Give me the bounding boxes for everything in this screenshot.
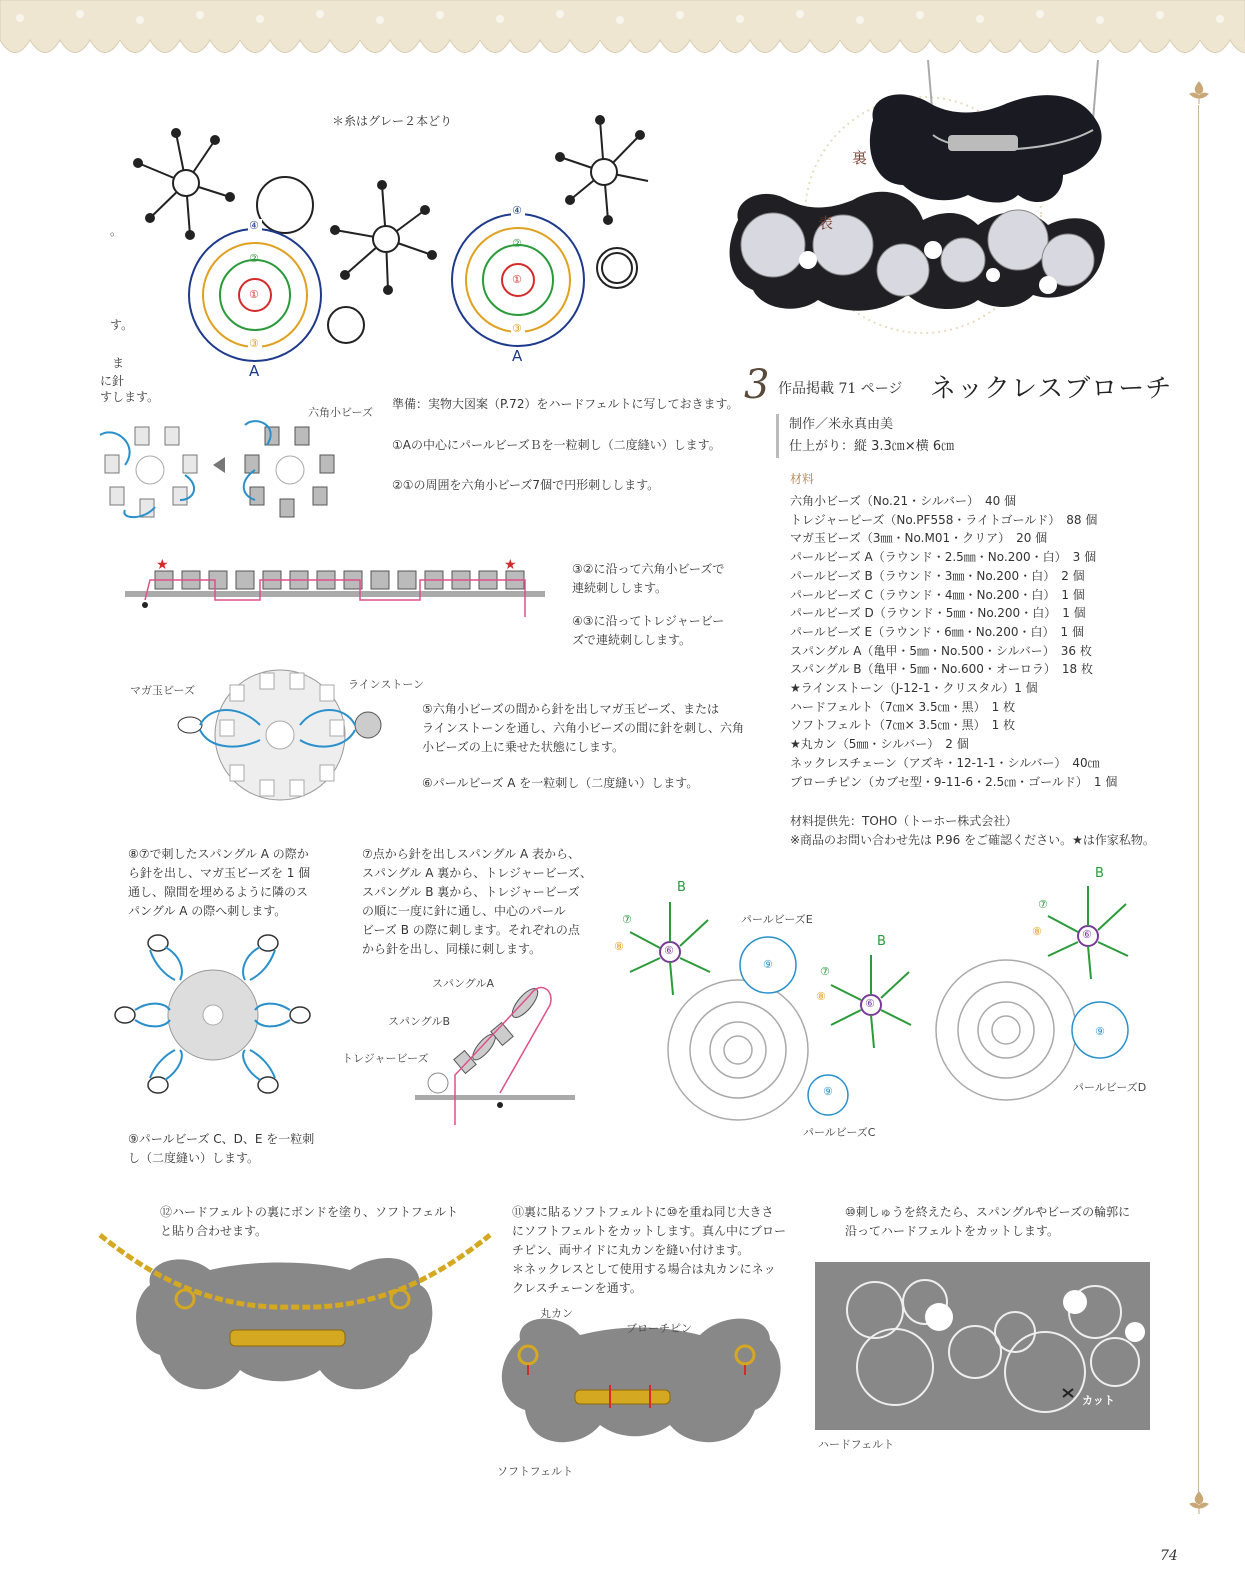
step-6: ⑥パールビーズ A を一粒刺し（二度縫い）します。: [422, 776, 699, 790]
step-1: ①Aの中心にパールビーズＢを一粒刺し（二度縫い）します。: [392, 438, 721, 452]
material-item: ★丸カン（5㎜・シルバー） 2 個: [790, 737, 969, 752]
cut-label: カット: [1082, 1394, 1115, 1407]
num8-label-1: ⑧: [614, 940, 624, 953]
fleur-icon-bottom: [1186, 1490, 1212, 1516]
maga-bead-label: マガ玉ビーズ: [130, 684, 196, 697]
fleur-icon-top: [1186, 80, 1212, 106]
material-item: パールビーズ A（ラウンド・2.5㎜・No.200・白） 3 個: [790, 550, 1097, 565]
inquiry-note: ※商品のお問い合わせ先は P.96 をご確認ください。★は作家私物。: [790, 833, 1155, 847]
pearl-d-label: パールビーズD: [1073, 1081, 1147, 1094]
ring-pattern-diagram: [120, 115, 650, 375]
step-2: ②①の周囲を六角小ビーズ7個で円形刺しします。: [392, 478, 660, 492]
step-9: ⑨パールビーズ C、D、E を一粒刺 し（二度縫い）します。: [128, 1132, 315, 1165]
num7-label-2: ⑦: [820, 965, 830, 978]
ring-num-1: ①: [249, 288, 259, 301]
ring-num-3b: ③: [512, 322, 522, 335]
material-item: トレジャービーズ（No.PF558・ライトゴールド） 88 個: [790, 512, 1098, 527]
material-item: ネックレスチェーン（アズキ・12-1-1・シルバー） 40㎝: [790, 755, 1100, 770]
step-11: ⑪裏に貼るソフトフェルトに⑩を重ね同じ大きさ にソフトフェルトをカットします。真ん中にブロー チピン、両サイドに丸カンを縫い付けます。 ＊ネックレスとして使用する場合は丸カンにネッ クレスチェーンを通す。: [512, 1205, 786, 1295]
step-5: ⑤六角小ビーズの間から針を出しマガ玉ビーズ、または ラインストーンを通し、六角小ビーズの間に針を刺し、六角 小ビーズの上に乗せた状態にします。: [422, 702, 744, 754]
spangle-stack-diagram: [410, 975, 580, 1130]
ring-a-label-b: A: [512, 347, 523, 365]
num9-label-e: ⑨: [763, 958, 773, 971]
material-item: ハードフェルト（7㎝× 3.5㎝・黒） 1 枚: [790, 699, 1016, 714]
materials-heading: 材料: [790, 472, 815, 486]
supplier: 材料提供先：TOHO（トーホー株式会社）: [790, 814, 1018, 828]
thread-note: ＊糸はグレー２本どり: [332, 114, 453, 128]
spangle-b-label: スパングルB: [388, 1015, 450, 1028]
ring-num-3: ③: [249, 337, 259, 350]
material-item: ブローチピン（カブセ型・9-11-6・2.5㎝・ゴールド） 1 個: [790, 774, 1118, 789]
credit-block: [776, 414, 954, 458]
ring-num-2: ②: [249, 252, 259, 265]
step-prep: 準備：実物大図案（P.72）をハードフェルトに写しておきます。: [392, 397, 739, 411]
brooch-pin-label: ブローチピン: [626, 1322, 692, 1335]
material-item: パールビーズ E（ラウンド・6㎜・No.200・白） 1 個: [790, 624, 1084, 639]
material-item: スパングル A（亀甲・5㎜・No.500・シルバー） 36 枚: [790, 643, 1092, 658]
material-item: スパングル B（亀甲・5㎜・No.600・オーロラ） 18 枚: [790, 662, 1093, 677]
hex-bead-circle-diagram: [95, 415, 365, 525]
ring-num-4: ④: [249, 219, 259, 232]
pearl-c-label: パールビーズC: [803, 1126, 876, 1139]
material-item: ★ラインストーン（J-12-1・クリスタル）1 個: [790, 681, 1038, 696]
material-item: マガ玉ビーズ（3㎜・No.M01・クリア） 20 個: [790, 531, 1048, 546]
num7-label-1: ⑦: [622, 913, 632, 926]
spangle-a-label: スパングルA: [432, 977, 494, 990]
step-8: ⑧⑦で刺したスパングル A の際か ら針を出し、マガ玉ビーズを 1 個 通し、隙間を埋めるように隣のス パングル A の際へ刺します。: [128, 847, 311, 918]
photo-front-label: 表: [818, 214, 834, 232]
photo-back-label: 裏: [852, 149, 868, 167]
material-item: パールビーズ C（ラウンド・4㎜・No.200・白） 1 個: [790, 587, 1085, 602]
num6-label-3: ⑥: [1082, 928, 1092, 941]
felt-chain-diagram: [90, 1215, 500, 1415]
linear-stitch-diagram: [120, 555, 550, 625]
material-item: ソフトフェルト（7㎝× 3.5㎝・黒） 1 枚: [790, 718, 1016, 733]
num7-label-3: ⑦: [1038, 898, 1048, 911]
hex-bead-label: 六角小ビーズ: [308, 406, 374, 419]
rhinestone-label: ラインストーン: [348, 678, 425, 691]
page-number: 74: [1160, 1548, 1178, 1564]
num9-label-c: ⑨: [823, 1085, 833, 1098]
svg-text:★: ★: [156, 557, 169, 573]
step-7: ⑦点から針を出しスパングル A 表から、 スパングル A 裏から、トレジャービーズ、 スパングル B 裏から、トレジャービーズ の順に一度に針に通し、中心のパール ビーズ B の際に刺します。それぞれの点 から針を出し、同様に刺します。: [362, 847, 592, 956]
decorative-rule: [1198, 105, 1199, 1495]
ring-num-1b: ①: [512, 273, 522, 286]
step-12: ⑫ハードフェルトの裏にボンドを塗り、ソフトフェルト と貼り合わせます。: [160, 1205, 459, 1238]
left-fragment-2: す。: [110, 318, 134, 332]
num8-label-2: ⑧: [816, 990, 826, 1003]
pearl-e-label: パールビーズE: [741, 913, 813, 926]
finished-size: 仕上がり：縦 3.3㎝×横 6㎝: [789, 439, 955, 454]
step-4: ④③に沿ってトレジャービー ズで連続刺しします。: [572, 614, 725, 647]
b-label-2: B: [877, 934, 886, 949]
material-item: パールビーズ D（ラウンド・5㎜・No.200・白） 1 個: [790, 606, 1086, 621]
maga-loop-diagram: [110, 925, 320, 1105]
treasure-bead-label: トレジャービーズ: [342, 1052, 429, 1065]
left-fragment-5: すします。: [100, 390, 160, 404]
num8-label-3: ⑧: [1032, 925, 1042, 938]
product-photo: [718, 60, 1158, 370]
step-10: ⑩刺しゅうを終えたら、スパングルやビーズの輪郭に 沿ってハードフェルトをカットします。: [845, 1205, 1131, 1238]
num9-label-d: ⑨: [1095, 1025, 1105, 1038]
num6-label-2: ⑥: [865, 997, 875, 1010]
material-item: パールビーズ B（ラウンド・3㎜・No.200・白） 2 個: [790, 568, 1085, 583]
num6-label-1: ⑥: [664, 944, 674, 957]
left-fragment-1: 。: [110, 224, 123, 238]
materials-list: [790, 492, 1117, 791]
hard-felt-label: ハードフェルト: [818, 1438, 895, 1451]
left-fragment-3: ま: [112, 356, 125, 370]
b-label-3: B: [1095, 866, 1104, 881]
svg-text:★: ★: [504, 557, 517, 573]
ring-a-label: A: [249, 362, 260, 380]
maru-kan-label: 丸カン: [540, 1307, 573, 1320]
b-label-1: B: [677, 880, 686, 895]
ring-num-4b: ④: [512, 204, 522, 217]
soft-felt-label: ソフトフェルト: [497, 1465, 574, 1478]
ring-num-2b: ②: [512, 237, 522, 250]
page-reference: 作品掲載 71 ページ: [778, 381, 903, 397]
step-3: ③②に沿って六角小ビーズで 連続刺しします。: [572, 562, 725, 595]
project-number: 3: [744, 362, 770, 408]
supplier-block: [790, 812, 1155, 850]
material-item: 六角小ビーズ（No.21・シルバー） 40 個: [790, 494, 1017, 508]
maker: 制作／米永真由美: [789, 417, 894, 432]
left-fragment-4: に針: [100, 374, 125, 388]
project-title: ネックレスブローチ: [930, 374, 1173, 404]
